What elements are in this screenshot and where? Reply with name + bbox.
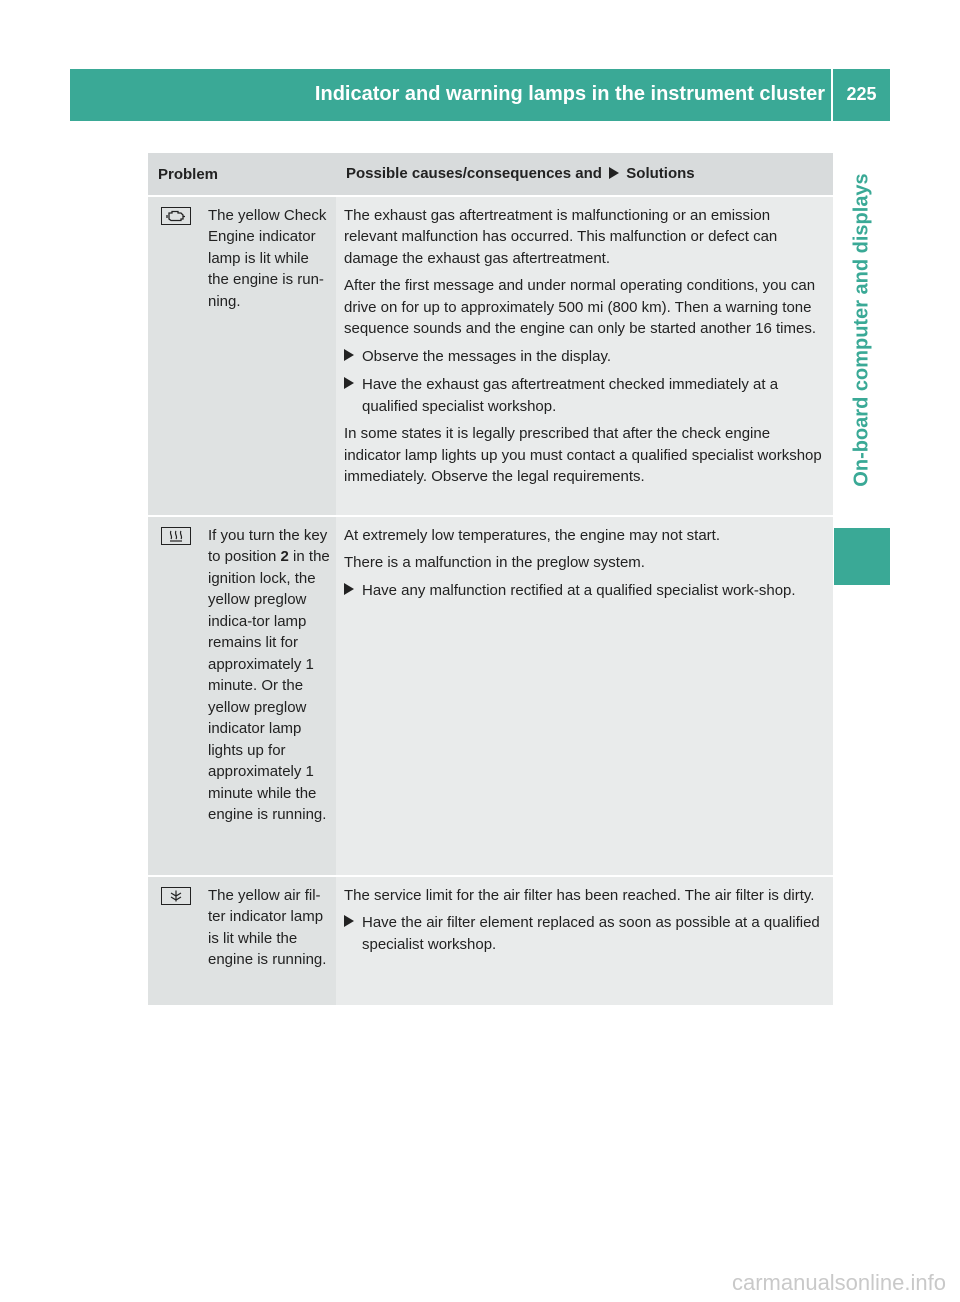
step-text: Have any malfunction rectified at a qualified specialist work-shop. [362, 581, 796, 599]
side-tab-label: On-board computer and displays [850, 173, 873, 487]
check-engine-icon [160, 205, 192, 227]
step-arrow-icon [344, 374, 362, 417]
page-number: 225 [846, 84, 877, 104]
table-row [148, 516, 833, 876]
solution-paragraph: There is a malfunction in the preglow system. [344, 554, 645, 571]
problem-cell [148, 876, 336, 1006]
page-header-title: Indicator and warning lamps in the instrument cluster [314, 83, 825, 105]
step-text: Have the exhaust gas aftertreatment checked immediately at a qualified specialist workshop. [362, 376, 779, 415]
solution-cell [336, 196, 833, 516]
solution-paragraph: The service limit for the air filter has been reached. The air filter is dirty. [344, 886, 815, 904]
problem-text: The yellow Check Engine indicator lamp is lit while the engine is run-ning. [208, 206, 327, 310]
solution-paragraph: The exhaust gas aftertreatment is malfunctioning or an emission relevant malfunction has occurred. This malfunction or defect can damage the exhaust gas aftertreatment. [344, 206, 778, 267]
problem-text-end: in the ignition lock, the yellow preglow indica-tor lamp remains lit for approximately 1 minute. Or the yellow preglow indicator lamp lights up for approximately 1 minute while the engine is running. [208, 548, 330, 823]
table-header-row [148, 153, 833, 196]
key-position: 2 [280, 548, 289, 565]
solution-step [344, 346, 827, 369]
solution-step [344, 912, 827, 955]
solution-paragraph: At extremely low temperatures, the engine may not start. [344, 526, 721, 544]
problem-text: The yellow air fil-ter indicator lamp is lit while the engine is running. [208, 886, 327, 968]
table-row [148, 196, 833, 516]
air-filter-icon [160, 885, 192, 907]
play-arrow-icon [608, 165, 620, 187]
step-text: Observe the messages in the display. [362, 347, 612, 365]
column-header-solutions [336, 153, 833, 196]
step-arrow-icon [344, 912, 362, 955]
solution-paragraph: In some states it is legally prescribed that after the check engine indicator lamp lights up you must contact a qualified specialist workshop immediately. Observe the legal requirements. [344, 425, 822, 485]
table-row [148, 876, 833, 1006]
problem-text-start: If you turn the key to position [208, 526, 328, 565]
side-tab [834, 140, 890, 520]
step-arrow-icon [344, 346, 362, 369]
problem-cell [148, 196, 336, 516]
side-tab-marker [834, 528, 890, 585]
warning-lamp-table [148, 153, 833, 1007]
solution-cell [336, 516, 833, 876]
column-header-solutions-suffix: Solutions [626, 165, 695, 182]
solution-paragraph: After the first message and under normal operating conditions, you can drive on for up to approximately 500 mi (800 km). Then a warning tone sequence sounds and the engine can only be started another 16 times. [344, 277, 816, 337]
watermark: carmanualsonline.info [731, 1270, 946, 1295]
solution-cell [336, 876, 833, 1006]
column-header-solutions-label: Possible causes/consequences and [346, 165, 602, 182]
problem-text [208, 525, 330, 826]
problem-cell [148, 516, 336, 876]
solution-step [344, 374, 827, 417]
preglow-icon [160, 525, 192, 547]
solution-step [344, 580, 827, 603]
step-text: Have the air filter element replaced as soon as possible at a qualified specialist workshop. [362, 914, 820, 953]
step-arrow-icon [344, 580, 362, 603]
column-header-problem: Problem [148, 153, 336, 196]
